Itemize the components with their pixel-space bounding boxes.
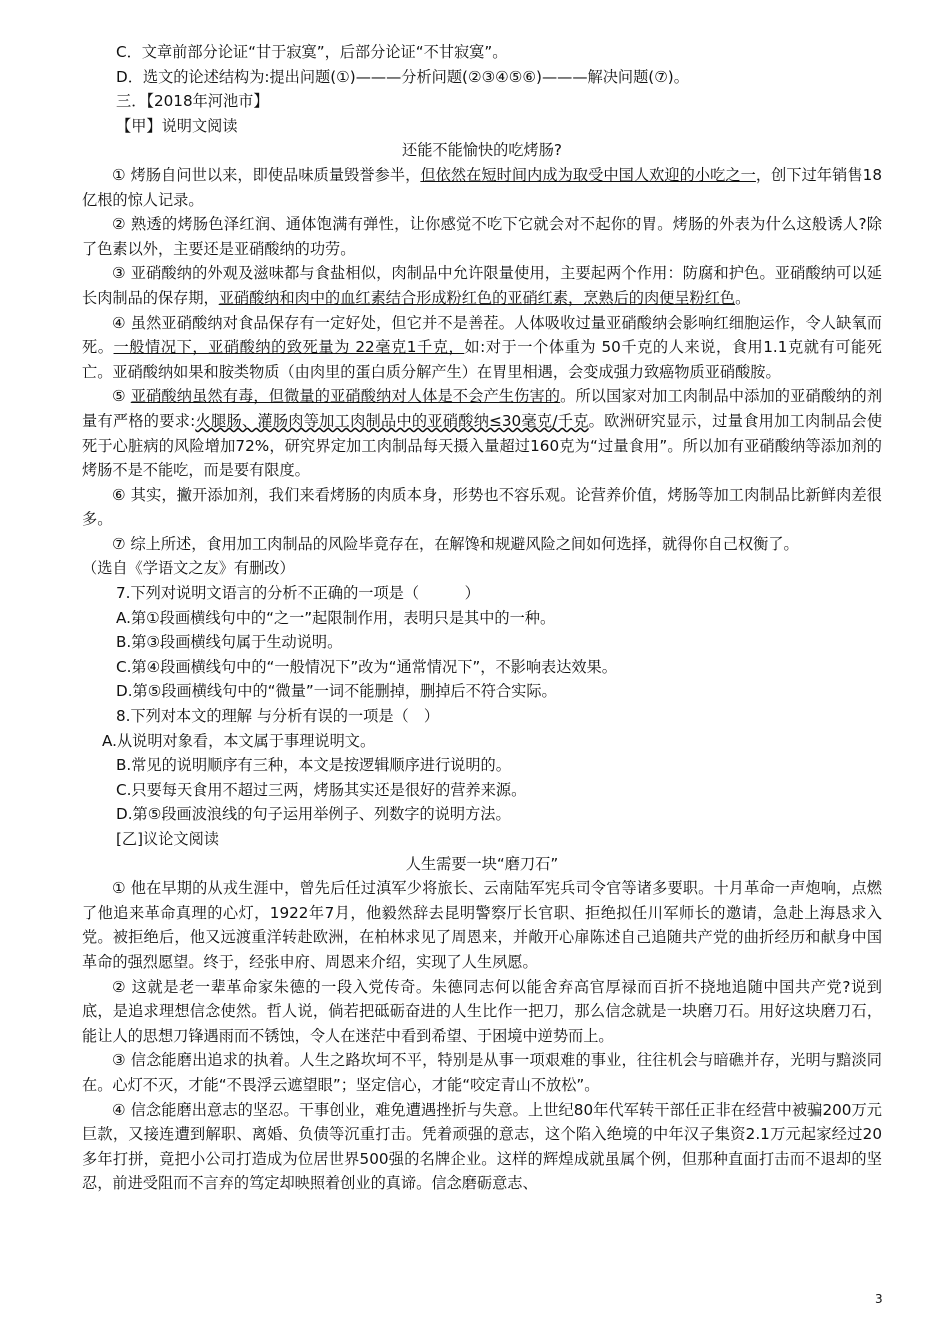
section-heading: 三．【2018年河池市】 xyxy=(116,92,269,111)
article-b-paragraph-3: ③ 信念能磨出追求的执着。人生之路坎坷不平，特别是从事一项艰难的事业，往往机会与暗礁并存，光明与黯淡同在。心灯不灭，才能“不畏浮云遮望眼”；坚定信心，才能“咬定青山不放松”。 xyxy=(82,1051,882,1094)
article-a-paragraph-5: ⑤ 亚硝酸纳虽然有毒，但微量的亚硝酸纳对人体是不会产生伤害的。所以国家对加工肉制品中添加的亚硝酸纳的剂量有严格的要求:火腿肠、灌肠肉等加工肉制品中的亚硝酸纳≤30毫克/千克。欧洲研究显示，过量食用加工肉制品会使死于心脏病的风险增加72%，研究界定加工肉制品每天摄入量超过160克为“过量食用”。所以加有亚硝酸纳等添加剂的烤肠不是不能吃，而是要有限度。 xyxy=(82,387,883,480)
underlined-sentence: 一般情况下，亚硝酸纳的致死量为 22毫克1千克， xyxy=(113,338,465,357)
option-d: D．选文的论述结构为:提出问题(①)———分析问题(②③④⑤⑥)———解决问题(⑦)。 xyxy=(116,67,689,86)
question-7-stem: 7.下列对说明文语言的分析不正确的一项是（ ） xyxy=(116,584,480,603)
question-8-option-d: D.第⑤段画波浪线的句子运用举例子、列数字的说明方法。 xyxy=(116,805,511,824)
article-a-paragraph-7: ⑦ 综上所述，食用加工肉制品的风险毕竟存在，在解馋和规避风险之间如何选择，就得你自己权衡了。 xyxy=(112,534,799,553)
option-c: C．文章前部分论证“甘于寂寞”，后部分论证“不甘寂寞”。 xyxy=(116,43,508,61)
article-a-paragraph-3: ③ 亚硝酸纳的外观及滋味都与食盐相似，肉制品中允许限量使用，主要起两个作用：防腐和护色。亚硝酸纳可以延长肉制品的保存期，亚硝酸纳和肉中的血红素结合形成粉红色的亚硝红素，烹熟后的肉便呈粉红色。 xyxy=(82,264,882,307)
question-7-option-c: C.第④段画横线句中的“一般情况下”改为“通常情况下”，不影响表达效果。 xyxy=(116,657,617,676)
question-7-option-a: A.第①段画横线句中的“之一”起限制作用，表明只是其中的一种。 xyxy=(116,608,556,627)
underlined-sentence: 亚硝酸纳虽然有毒，但微量的亚硝酸纳对人体是不会产生伤害的 xyxy=(130,387,561,406)
underlined-sentence: 亚硝酸纳和肉中的血红素结合形成粉红色的亚硝红素，烹熟后的肉便呈粉红色 xyxy=(218,288,736,307)
part-b-label: [乙]议论文阅读 xyxy=(116,830,219,848)
article-b-paragraph-2: ② 这就是老一辈革命家朱德的一段入党传奇。朱德同志何以能舍弃高官厚禄而百折不挠地追随中国共产党?说到底，是追求理想信念使然。哲人说，倘若把砥砺奋进的人生比作一把刀，那么信念就是一块磨刀石。用好这块磨刀石，能让人的思想刀锋遇雨而不锈蚀，令人在迷茫中看到希望、于困境中逆势而上。 xyxy=(82,977,882,1045)
article-b-paragraph-4: ④ 信念能磨出意志的坚忍。干事创业，难免遭遇挫折与失意。上世纪80年代军转干部任正非在经营中被骗200万元巨款，又接连遭到解职、离婚、负债等沉重打击。凭着顽强的意志，这个陷入绝境的中年汉子集资2.1万元起家经过20多年打拼，竟把小公司打造成为位居世界500强的名牌企业。这样的辉煌成就虽属个例，但那种直面打击而不退却的坚忍，前进受阻而不言弃的笃定却映照着创业的真谛。信念磨砺意志、 xyxy=(82,1100,882,1193)
question-7-option-d: D.第⑤段画横线句中的“微量”一词不能删掉，删掉后不符合实际。 xyxy=(116,682,557,701)
article-b-title: 人生需要一块“磨刀石” xyxy=(405,854,559,873)
question-8-option-c: C.只要每天食用不超过三两，烤肠其实还是很好的营养来源。 xyxy=(116,780,527,799)
question-7-option-b: B.第③段画横线句属于生动说明。 xyxy=(116,633,343,652)
wavy-underlined-sentence: 火腿肠、灌肠肉等加工肉制品中的亚硝酸纳≤30毫克/千克 xyxy=(195,411,589,430)
article-a-paragraph-4: ④ 虽然亚硝酸纳对食品保存有一定好处，但它并不是善茬。人体吸收过量亚硝酸纳会影响红细胞运作，令人缺氧而死。一般情况下，亚硝酸纳的致死量为 22毫克1千克，如:对于一个体重为 50千克的人来说，食用1.1克就有可能死亡。亚硝酸纳如果和胺类物质（由肉里的蛋白质分解产生）在胃里相遇，会变成强力致癌物质亚硝酸胺。 xyxy=(82,313,882,381)
article-a-source: （选自《学语文之友》有删改） xyxy=(82,559,295,578)
underlined-sentence: 但依然在短时间内成为取受中国人欢迎的小吃之一 xyxy=(420,165,756,184)
article-b-paragraph-1: ① 他在早期的从戎生涯中，曾先后任过滇军少将旅长、云南陆军宪兵司令官等诸多要职。十月革命一声炮响，点燃了他追来革命真理的心灯，1922年7月，他毅然辞去昆明警察厅长官职、拒绝拟任川军师长的邀请，急赴上海恳求入党。被拒绝后，他又远渡重洋转赴欧洲，在柏林求见了周恩来，并敞开心扉陈述自己追随共产党的曲折经历和献身中国革命的强烈愿望。终于，经张申府、周恩来介绍，实现了人生夙愿。 xyxy=(82,879,882,971)
article-a-paragraph-1: ① 烤肠自问世以来，即使品味质量毁誉参半，但依然在短时间内成为取受中国人欢迎的小吃之一，创下过年销售18亿根的惊人记录。 xyxy=(82,165,882,209)
question-8-option-b: B.常见的说明顺序有三种，本文是按逻辑顺序进行说明的。 xyxy=(116,756,511,775)
article-a-paragraph-2: ② 熟透的烤肠色泽红润、通体饱满有弹性，让你感觉不吃下它就会对不起你的胃。烤肠的外表为什么这般诱人?除了色素以外，主要还是亚硝酸纳的功劳。 xyxy=(82,215,882,258)
article-a-title: 还能不能愉快的吃烤肠? xyxy=(402,141,562,160)
question-8-stem: 8.下列对本文的理解 与分析有误的一项是（ ） xyxy=(116,707,440,726)
page-number: 3 xyxy=(875,1292,883,1306)
part-a-label: 【甲】说明文阅读 xyxy=(116,116,238,135)
document-page xyxy=(82,40,882,1196)
question-8-option-a: A.从说明对象看，本文属于事理说明文。 xyxy=(102,731,376,750)
article-a-paragraph-6: ⑥ 其实，撇开添加剂，我们来看烤肠的肉质本身，形势也不容乐观。论营养价值，烤肠等加工肉制品比新鲜肉差很多。 xyxy=(82,485,882,529)
